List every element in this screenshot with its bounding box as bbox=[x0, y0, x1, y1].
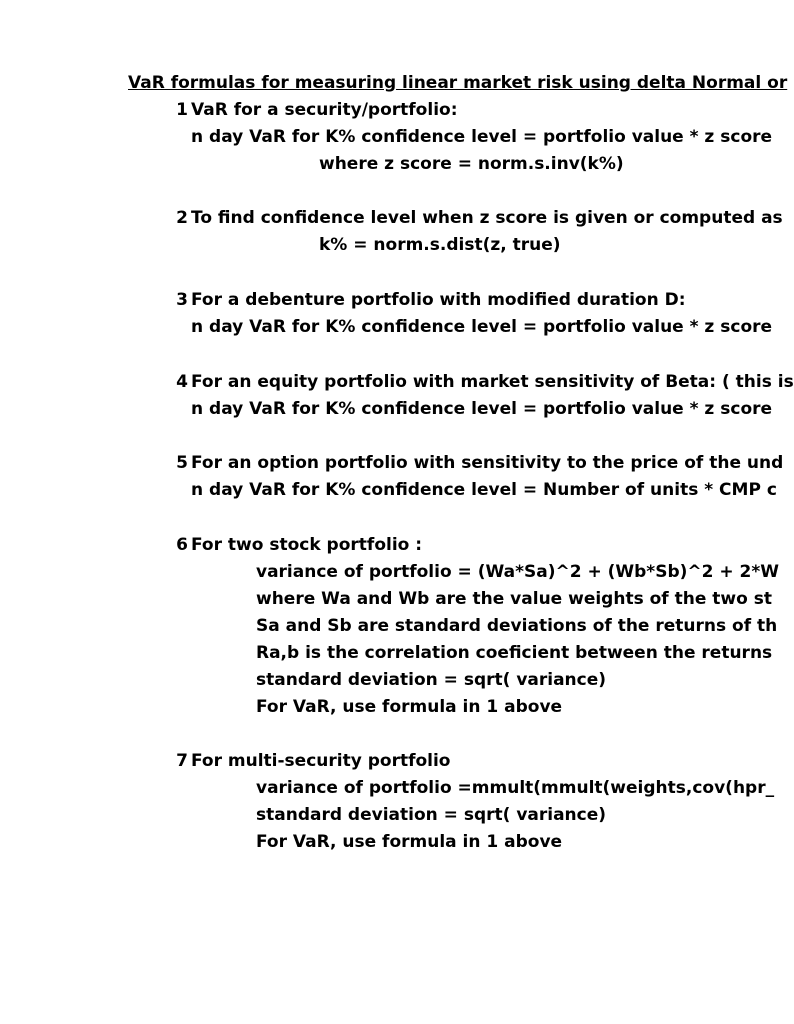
formula-line: n day VaR for K% confidence level = portfolio value * z score bbox=[191, 127, 773, 147]
formula-line: Ra,b is the correlation coeficient between the returns bbox=[256, 643, 773, 663]
section-number: 1 bbox=[176, 100, 188, 120]
formula-line: n day VaR for K% confidence level = portfolio value * z score bbox=[191, 317, 773, 337]
section-heading: VaR for a security/portfolio: bbox=[191, 100, 458, 120]
section-number: 5 bbox=[176, 453, 188, 473]
formula-line: n day VaR for K% confidence level = Number of units * CMP c bbox=[191, 480, 777, 500]
section-number: 3 bbox=[176, 290, 188, 310]
formula-line: standard deviation = sqrt( variance) bbox=[256, 805, 607, 825]
formula-line: For VaR, use formula in 1 above bbox=[256, 697, 563, 717]
section-heading: For multi-security portfolio bbox=[191, 751, 451, 771]
section-heading: For an option portfolio with sensitivity to the price of the und bbox=[191, 453, 784, 473]
section-number: 2 bbox=[176, 208, 188, 228]
section-number: 7 bbox=[176, 751, 188, 771]
formula-line: For VaR, use formula in 1 above bbox=[256, 832, 563, 852]
formula-line: where z score = norm.s.inv(k%) bbox=[319, 154, 624, 174]
formula-line: k% = norm.s.dist(z, true) bbox=[319, 235, 561, 255]
section-number: 6 bbox=[176, 535, 188, 555]
formula-line: variance of portfolio = (Wa*Sa)^2 + (Wb*Sb)^2 + 2*W bbox=[256, 562, 780, 582]
formula-line: n day VaR for K% confidence level = portfolio value * z score bbox=[191, 399, 773, 419]
section-number: 4 bbox=[176, 372, 188, 392]
formula-line: standard deviation = sqrt( variance) bbox=[256, 670, 607, 690]
formula-line: variance of portfolio =mmult(mmult(weights,cov(hpr_ bbox=[256, 778, 775, 798]
formula-line: where Wa and Wb are the value weights of the two st bbox=[256, 589, 772, 609]
page-title: VaR formulas for measuring linear market risk using delta Normal or bbox=[128, 73, 788, 93]
section-heading: For an equity portfolio with market sensitivity of Beta: ( this is bbox=[191, 372, 794, 392]
section-heading: For two stock portfolio : bbox=[191, 535, 423, 555]
section-heading: To find confidence level when z score is given or computed as bbox=[191, 208, 783, 228]
section-heading: For a debenture portfolio with modified duration D: bbox=[191, 290, 686, 310]
formula-line: Sa and Sb are standard deviations of the returns of th bbox=[256, 616, 778, 636]
